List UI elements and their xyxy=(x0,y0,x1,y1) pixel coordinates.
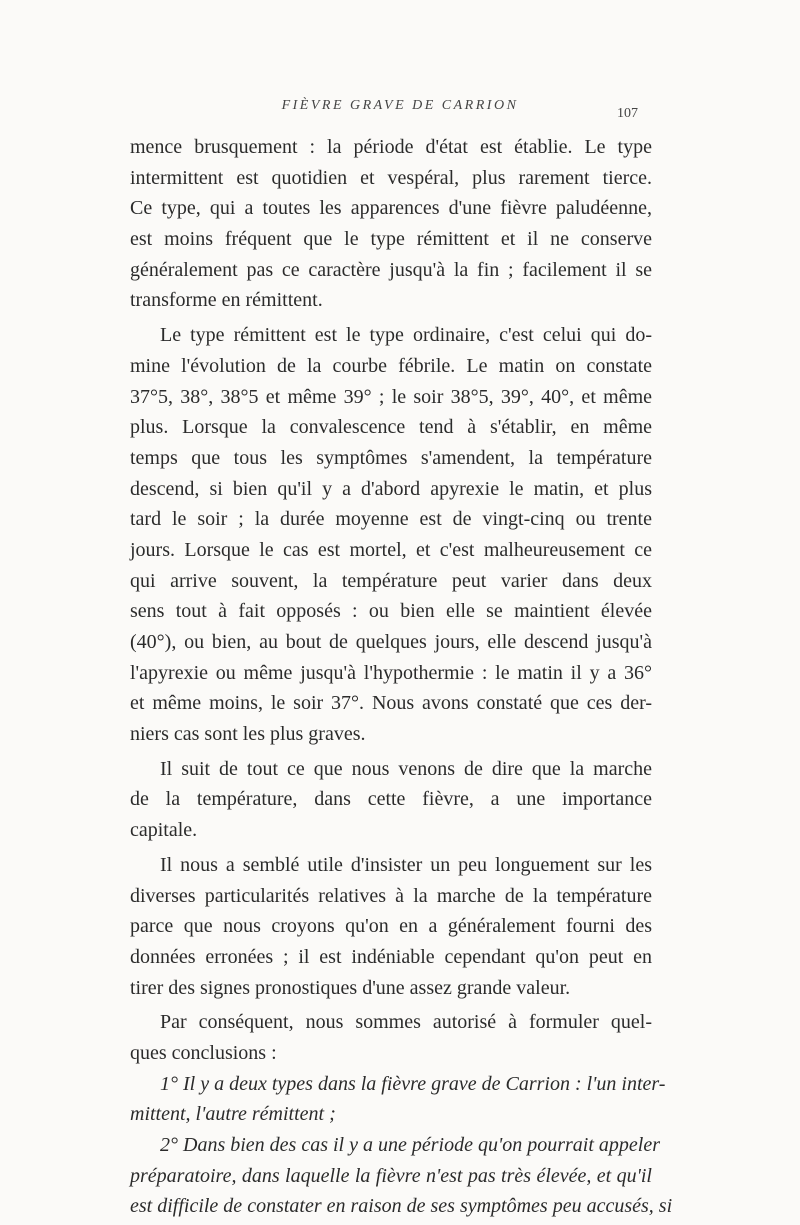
paragraph xyxy=(130,850,652,1003)
page-number: 107 xyxy=(617,106,638,121)
text-line: 2° Dans bien des cas il y a une période qu'on pourrait appeler xyxy=(160,1134,660,1156)
text-line: intermittent est quotidien et vespéral, plus rarement tierce. xyxy=(130,166,652,189)
running-title: FIÈVRE GRAVE DE CARRION xyxy=(281,98,519,113)
paragraph xyxy=(130,320,652,750)
text-line: tirer des signes pronostiques d'une assez grande valeur. xyxy=(130,976,571,999)
text-line: données erronées ; il est indéniable cependant qu'on peut en xyxy=(130,945,652,968)
text-line: Le type rémittent est le type ordinaire, c'est celui qui do- xyxy=(160,324,652,347)
text-line: de la température, dans cette fièvre, a une importance xyxy=(130,788,652,811)
text-line: préparatoire, dans laquelle la fièvre n'est pas très élevée, et qu'il xyxy=(130,1164,652,1187)
paragraph xyxy=(130,132,652,316)
text-line: plus. Lorsque la convalescence tend à s'établir, en même xyxy=(130,416,652,439)
page-body xyxy=(130,132,673,1222)
text-line: mence brusquement : la période d'état est établie. Le type xyxy=(130,136,652,158)
text-line: transforme en rémittent. xyxy=(130,289,323,312)
text-line: Par conséquent, nous sommes autorisé à formuler quel- xyxy=(160,1011,652,1034)
text-line: parce que nous croyons qu'on en a généralement fourni des xyxy=(130,915,652,938)
text-line: est moins fréquent que le type rémittent et il ne conserve xyxy=(130,228,652,251)
text-line: jours. Lorsque le cas est mortel, et c'est malheureusement ce xyxy=(130,538,652,561)
text-line: diverses particularités relatives à la marche de la température xyxy=(130,884,652,907)
text-line: Ce type, qui a toutes les apparences d'une fièvre paludéenne, xyxy=(130,197,652,220)
text-line: ques conclusions : xyxy=(130,1041,277,1064)
text-line: temps que tous les symptômes s'amendent, la température xyxy=(130,446,652,469)
text-line: tard le soir ; la durée moyenne est de vingt-cinq ou trente xyxy=(130,508,652,531)
text-line: est difficile de constater en raison de ses symptômes peu accusés, si xyxy=(130,1195,673,1218)
paragraph xyxy=(130,754,652,846)
text-line: Il nous a semblé utile d'insister un peu longuement sur les xyxy=(160,853,652,876)
text-line: 1° Il y a deux types dans la fièvre grave de Carrion : l'un inter- xyxy=(160,1072,666,1095)
text-line: généralement pas ce caractère jusqu'à la fin ; facilement il se xyxy=(130,258,652,281)
conclusion-item xyxy=(130,1130,673,1222)
conclusion-item xyxy=(130,1069,666,1130)
text-line: (40°), ou bien, au bout de quelques jours, elle descend jusqu'à xyxy=(130,631,652,653)
text-line: descend, si bien qu'il y a d'abord apyrexie le matin, et plus xyxy=(130,477,652,500)
text-line: niers cas sont les plus graves. xyxy=(130,723,366,746)
text-line: Il suit de tout ce que nous venons de dire que la marche xyxy=(160,757,652,780)
text-line: l'apyrexie ou même jusqu'à l'hypothermie : le matin il y a 36° xyxy=(130,661,652,684)
paragraph xyxy=(130,1007,652,1068)
text-line: mittent, l'autre rémittent ; xyxy=(130,1103,336,1126)
text-line: 37°5, 38°, 38°5 et même 39° ; le soir 38°5, 39°, 40°, et même xyxy=(130,385,652,408)
text-line: capitale. xyxy=(130,819,198,842)
text-line: et même moins, le soir 37°. Nous avons constaté que ces der- xyxy=(130,692,652,715)
text-line: qui arrive souvent, la température peut varier dans deux xyxy=(130,569,652,592)
text-line: sens tout à fait opposés : ou bien elle se maintient élevée xyxy=(130,600,652,623)
text-line: mine l'évolution de la courbe fébrile. Le matin on constate xyxy=(130,354,652,377)
